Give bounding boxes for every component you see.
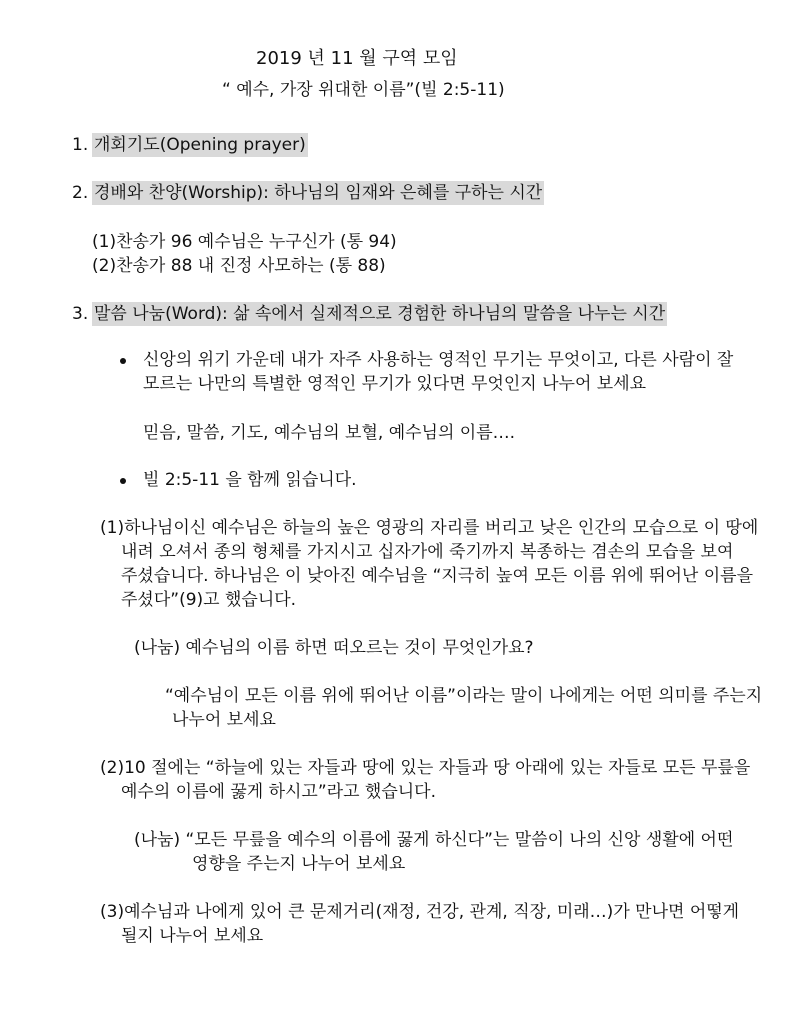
page-subtitle: “ 예수, 가장 위대한 이름”(빌 2:5-11) (222, 80, 505, 100)
question-text: 예수의 이름에 꿇게 하시고”라고 했습니다. (121, 782, 436, 802)
question-text: 될지 나누어 보세요 (121, 926, 264, 946)
share-prompt: “예수님이 모든 이름 위에 뛰어난 이름”이라는 말이 나에게는 어떤 의미를 주는지 (165, 686, 763, 706)
hymn-item: (1)찬송가 96 예수님은 누구신가 (통 94) (92, 232, 397, 252)
bullet-dot (120, 478, 126, 484)
bullet-text: 빌 2:5-11 을 함께 읽습니다. (143, 470, 357, 490)
section-heading-opening-prayer: 개회기도(Opening prayer) (94, 135, 306, 155)
question-text: 주셨습니다. 하나님은 이 낮아진 예수님을 “지극히 높여 모든 이름 위에 뛰어난 이름을 (121, 566, 753, 586)
question-text: (2)10 절에는 “하늘에 있는 자들과 땅에 있는 자들과 땅 아래에 있는 자들로 모든 무릎을 (100, 758, 751, 778)
hymn-item: (2)찬송가 88 내 진정 사모하는 (통 88) (92, 256, 386, 276)
question-text: 내려 오셔서 종의 형체를 가지시고 십자가에 죽기까지 복종하는 겸손의 모습을 보여 (121, 542, 734, 562)
question-text: 주셨다”(9)고 했습니다. (121, 590, 297, 610)
section-heading-word: 말씀 나눔(Word): 삶 속에서 실제적으로 경험한 하나님의 말씀을 나누는 시간 (94, 304, 666, 324)
section-number: 3. (72, 304, 89, 324)
section-number: 1. (72, 135, 89, 155)
share-prompt: 영향을 주는지 나누어 보세요 (192, 854, 406, 874)
share-prompt: (나눔) “모든 무릎을 예수의 이름에 꿇게 하신다”는 말씀이 나의 신앙 생활에 어떤 (134, 830, 734, 850)
section-heading-worship: 경배와 찬양(Worship): 하나님의 임재와 은혜를 구하는 시간 (94, 183, 543, 203)
share-prompt: 나누어 보세요 (172, 710, 276, 730)
bullet-note: 믿음, 말씀, 기도, 예수님의 보혈, 예수님의 이름…. (143, 423, 516, 443)
page-title: 2019 년 11 월 구역 모임 (256, 48, 458, 69)
bullet-text: 모르는 나만의 특별한 영적인 무기가 있다면 무엇인지 나누어 보세요 (143, 374, 647, 394)
share-prompt: (나눔) 예수님의 이름 하면 떠오르는 것이 무엇인가요? (134, 638, 534, 658)
bullet-text: 신앙의 위기 가운데 내가 자주 사용하는 영적인 무기는 무엇이고, 다른 사람이 잘 (143, 350, 734, 370)
section-number: 2. (72, 183, 89, 203)
question-text: (3)예수님과 나에게 있어 큰 문제거리(재정, 건강, 관계, 직장, 미래…)가 만나면 어떻게 (100, 902, 740, 922)
question-text: (1)하나님이신 예수님은 하늘의 높은 영광의 자리를 버리고 낮은 인간의 모습으로 이 땅에 (100, 518, 759, 538)
bullet-dot (120, 358, 126, 364)
